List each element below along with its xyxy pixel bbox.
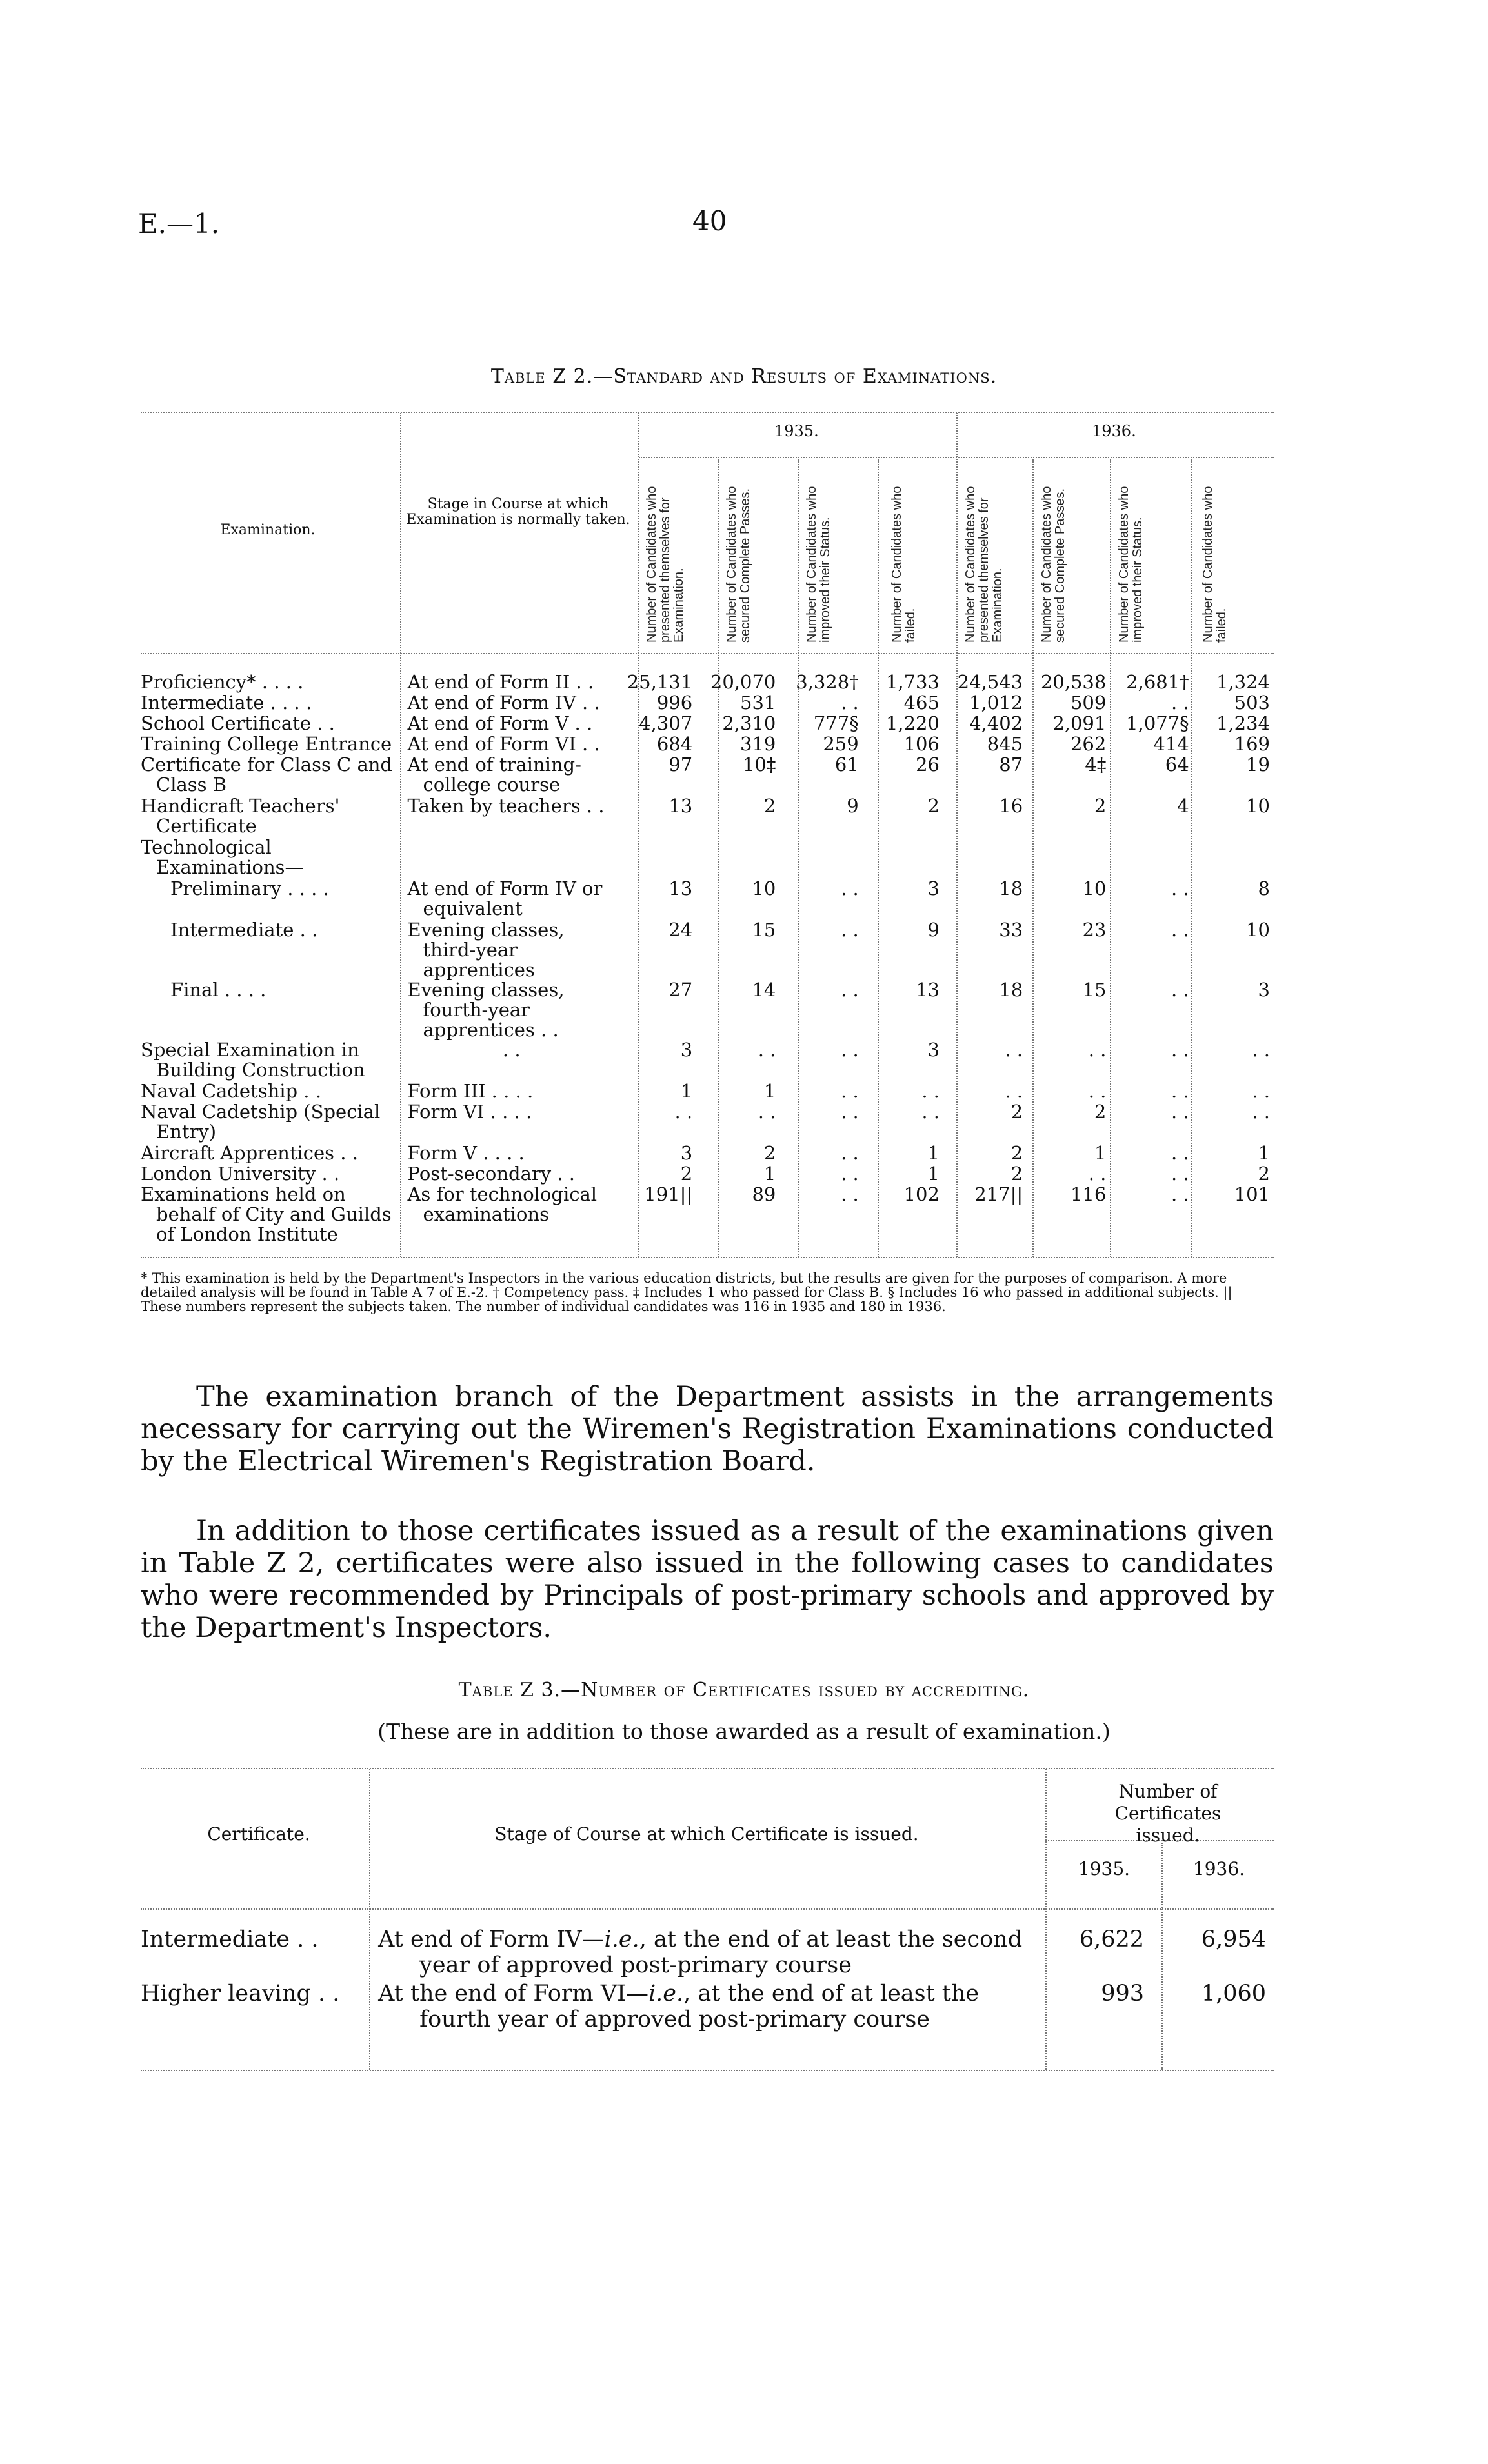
- table-row: [141, 693, 1276, 714]
- exam-stage: [399, 1185, 616, 1247]
- value-cell: [865, 837, 946, 879]
- value-cell: 684: [656, 733, 693, 755]
- value-cell: 2,310: [722, 712, 776, 734]
- value-cell: 2: [1010, 1163, 1023, 1185]
- value-cell: 259: [823, 733, 859, 755]
- value-cell: 13: [916, 979, 940, 1001]
- value-cell: 26: [916, 754, 940, 776]
- value-cell: 1,324: [1216, 671, 1270, 693]
- exam-name: [141, 1102, 399, 1143]
- value-cell: 13: [669, 877, 693, 899]
- value-cell: 1: [927, 1163, 940, 1185]
- exam-stage: . .: [502, 1039, 521, 1061]
- value-cell: . .: [1171, 1080, 1189, 1102]
- value-cell: . .: [1005, 1039, 1023, 1061]
- exam-name: [141, 1040, 399, 1081]
- exam-name-text: Examinations held on behalf of City and Guilds of London Institute: [141, 1183, 392, 1245]
- table-row: [141, 980, 1276, 1040]
- table-z2-title: [0, 365, 1488, 388]
- value-cell: . .: [1171, 692, 1189, 714]
- table-row: [141, 755, 1276, 796]
- table-row: [141, 1164, 1276, 1185]
- value-cell: 2: [1094, 1101, 1107, 1123]
- value-cell: . .: [841, 1142, 859, 1164]
- value-cell: 1: [763, 1163, 776, 1185]
- table-z2-col-1936-improved: Number of Candidates who improved their Status.: [1117, 486, 1145, 643]
- value-cell: 3: [927, 1039, 940, 1061]
- value-cell: . .: [921, 1080, 940, 1102]
- value-cell: 3: [680, 1142, 693, 1164]
- value-cell: 1,234: [1216, 712, 1270, 734]
- value-cell: 1,077§: [1126, 712, 1189, 734]
- value-1936: 6,954: [1201, 1927, 1266, 1952]
- table-row: [141, 1185, 1276, 1247]
- value-cell: 18: [999, 979, 1023, 1001]
- value-cell: 106: [903, 733, 940, 755]
- value-cell: 2: [1010, 1142, 1023, 1164]
- exam-stage: [399, 920, 616, 980]
- table-z2-title-prefix: Table Z 2.: [490, 365, 594, 388]
- exam-stage-text: As for technological examinations: [407, 1183, 598, 1225]
- value-cell: 996: [656, 692, 693, 714]
- value-cell: 4,307: [639, 712, 693, 734]
- table-z3-year-1936: 1936.: [1192, 1858, 1245, 1879]
- value-cell: [699, 837, 782, 879]
- exam-stage-text: Evening classes, fourth-year apprentices . .: [407, 979, 565, 1041]
- value-cell: . .: [1252, 1101, 1270, 1123]
- exam-stage: [399, 980, 616, 1040]
- value-cell: . .: [1171, 1101, 1189, 1123]
- value-1935: 993: [1101, 1981, 1145, 2007]
- table-z2-body: [141, 672, 1276, 1247]
- value-cell: 13: [669, 795, 693, 817]
- table-row: [141, 837, 1276, 879]
- table-z2-col-1935-improved: Number of Candidates who improved their Status.: [805, 486, 832, 643]
- paragraph-wiremen: The examination branch of the Department assists in the arrangements necessary for carrying out the Wiremen's Registration Examinations conducted by the Electrical Wiremen's Registration Board.: [141, 1381, 1274, 1477]
- value-cell: . .: [1171, 1039, 1189, 1061]
- exam-stage: [399, 879, 616, 920]
- value-cell: 10: [1246, 919, 1270, 941]
- exam-stage: Form III . . . .: [407, 1080, 534, 1102]
- value-cell: 2,681†: [1126, 671, 1189, 693]
- table-row: [141, 672, 1276, 693]
- exam-name: Intermediate . . . .: [141, 692, 312, 714]
- value-cell: 3: [927, 877, 940, 899]
- certificate-stage: [368, 1981, 1041, 2035]
- certificate-stage-text: [378, 1927, 1041, 1978]
- value-cell: 217||: [974, 1183, 1023, 1205]
- value-cell: 319: [740, 733, 776, 755]
- value-cell: . .: [1171, 919, 1189, 941]
- value-cell: 20,070: [710, 671, 776, 693]
- table-z2-col-1935-failed: Number of Candidates who failed.: [890, 486, 918, 643]
- value-1935: 6,622: [1079, 1927, 1145, 1952]
- value-cell: 8: [1258, 877, 1270, 899]
- value-cell: 4,402: [969, 712, 1023, 734]
- value-cell: 18: [999, 877, 1023, 899]
- certificate-stage-text: [378, 1981, 1041, 2032]
- exam-name: School Certificate . .: [141, 712, 335, 734]
- stage-suffix: , at the end of at least the second year of approved post-primary course: [419, 1927, 1023, 1978]
- value-cell: 777§: [813, 712, 859, 734]
- value-cell: 89: [752, 1183, 776, 1205]
- value-cell: . .: [841, 979, 859, 1001]
- exam-stage: [399, 755, 616, 796]
- table-row: [141, 920, 1276, 980]
- table-row: [141, 734, 1276, 755]
- value-cell: . .: [1088, 1039, 1107, 1061]
- table-z3-title-rest: —Number of Certificates issued by accrediting.: [561, 1679, 1030, 1701]
- value-cell: 3: [1258, 979, 1270, 1001]
- value-cell: . .: [758, 1039, 776, 1061]
- exam-name: [141, 837, 399, 879]
- value-cell: [616, 837, 699, 879]
- exam-name: Aircraft Apprentices . .: [141, 1142, 358, 1164]
- value-cell: 16: [999, 795, 1023, 817]
- exam-stage: Form V . . . .: [407, 1142, 525, 1164]
- value-cell: . .: [1171, 1183, 1189, 1205]
- table-z2-year-1935: 1935.: [774, 422, 819, 440]
- exam-name: London University . .: [141, 1163, 340, 1185]
- value-cell: 1: [1258, 1142, 1270, 1164]
- table-z2-col-1936-presented: Number of Candidates who presented themselves for Examination.: [963, 486, 1005, 643]
- table-z3-header-rule: [141, 1908, 1274, 1910]
- value-cell: 10‡: [742, 754, 776, 776]
- value-cell: 20,538: [1040, 671, 1107, 693]
- exam-name: [141, 796, 399, 837]
- value-cell: 531: [740, 692, 776, 714]
- value-cell: [782, 837, 865, 879]
- value-cell: . .: [674, 1101, 693, 1123]
- value-cell: 10: [752, 877, 776, 899]
- value-cell: 2: [927, 795, 940, 817]
- table-row: [141, 1081, 1276, 1102]
- value-cell: 19: [1246, 754, 1270, 776]
- table-z2-bottom-rule: [141, 1257, 1274, 1258]
- table-row: [141, 1102, 1276, 1143]
- value-cell: [1196, 837, 1276, 879]
- value-cell: . .: [841, 1101, 859, 1123]
- value-cell: . .: [758, 1101, 776, 1123]
- table-z2-col-1935-presented: Number of Candidates who presented themselves for Examination.: [645, 486, 686, 643]
- value-cell: 10: [1246, 795, 1270, 817]
- stage-prefix: At end of Form IV—: [378, 1927, 605, 1952]
- exam-name-text: Technological Examinations—: [141, 836, 304, 878]
- table-z2-col-1936-failed: Number of Candidates who failed.: [1201, 486, 1229, 643]
- table-z3-top-rule: [141, 1768, 1274, 1769]
- value-cell: 2: [1094, 795, 1107, 817]
- table-z3-col-number: Number of Certificates issued.: [1114, 1781, 1222, 1846]
- value-cell: 27: [669, 979, 693, 1001]
- value-cell: . .: [1252, 1039, 1270, 1061]
- value-cell: 3: [680, 1039, 693, 1061]
- stage-prefix: At the end of Form VI—: [378, 1981, 648, 2007]
- exam-name: [141, 755, 399, 796]
- value-cell: . .: [841, 1183, 859, 1205]
- exam-stage-text: At end of Form IV or equivalent: [407, 877, 603, 919]
- value-cell: . .: [1005, 1080, 1023, 1102]
- value-cell: 97: [669, 754, 693, 776]
- exam-stage: At end of Form V . .: [407, 712, 593, 734]
- value-cell: 9: [927, 919, 940, 941]
- value-cell: 61: [834, 754, 859, 776]
- value-cell: . .: [1171, 1163, 1189, 1185]
- value-cell: 1: [927, 1142, 940, 1164]
- table-row: [141, 1927, 1276, 1981]
- value-cell: 1,012: [969, 692, 1023, 714]
- exam-name: Proficiency* . . . .: [141, 671, 304, 693]
- page-number: 40: [692, 205, 727, 237]
- value-cell: 2: [1258, 1163, 1270, 1185]
- value-cell: 4: [1177, 795, 1189, 817]
- value-cell: . .: [841, 1080, 859, 1102]
- table-z2-footnotes: * This examination is held by the Department's Inspectors in the various education districts, but the results are given for the purposes of comparison. A more detailed analysis will be found in Table A 7 of E.-2. † Competency pass. ‡ Includes 1 who passed for Class B. § Includes 16 who passed in additional subjects. || These numbers represent the subjects taken. The number of individual candidates was 116 in 1935 and 180 in 1936.: [141, 1270, 1232, 1314]
- value-cell: . .: [1171, 979, 1189, 1001]
- value-cell: 87: [999, 754, 1023, 776]
- table-z2-col-stage: Stage in Course at which Examination is normally taken.: [406, 496, 630, 528]
- value-cell: 116: [1070, 1183, 1107, 1205]
- exam-stage: At end of Form II . .: [407, 671, 594, 693]
- value-cell: 1,220: [885, 712, 940, 734]
- value-cell: [1112, 837, 1195, 879]
- exam-name: Naval Cadetship . .: [141, 1080, 321, 1102]
- value-cell: 262: [1070, 733, 1107, 755]
- exam-stage: Post-secondary . .: [407, 1163, 576, 1185]
- value-cell: . .: [1252, 1080, 1270, 1102]
- value-cell: 2: [680, 1163, 693, 1185]
- value-cell: 15: [752, 919, 776, 941]
- exam-stage: [399, 837, 616, 879]
- exam-stage: At end of Form VI . .: [407, 733, 600, 755]
- table-z2-col-examination: Examination.: [220, 522, 316, 538]
- table-row: [141, 1040, 1276, 1081]
- table-row: [141, 879, 1276, 920]
- value-cell: 2,091: [1052, 712, 1107, 734]
- table-z2-col-1936-passes: Number of Candidates who secured Complete Passes.: [1040, 486, 1067, 643]
- value-cell: 169: [1234, 733, 1270, 755]
- table-z2-top-rule: [141, 412, 1274, 413]
- exam-name: Preliminary . . . .: [170, 877, 329, 899]
- value-cell: 24: [669, 919, 693, 941]
- value-cell: [946, 837, 1029, 879]
- value-cell: 465: [903, 692, 940, 714]
- value-cell: 1,733: [885, 671, 940, 693]
- table-z3-body: [141, 1927, 1276, 2035]
- certificate-name: Higher leaving . .: [141, 1981, 340, 2007]
- exam-name-text: Handicraft Teachers' Certificate: [141, 795, 340, 837]
- table-z3-title: [0, 1679, 1488, 1701]
- exam-stage: At end of Form IV . .: [407, 692, 600, 714]
- value-cell: 9: [847, 795, 859, 817]
- value-cell: . .: [841, 877, 859, 899]
- value-cell: 414: [1153, 733, 1189, 755]
- value-cell: 24,543: [957, 671, 1023, 693]
- value-cell: . .: [921, 1101, 940, 1123]
- value-cell: 509: [1070, 692, 1107, 714]
- table-z3-bottom-rule: [141, 2070, 1274, 2071]
- table-z3-year-1935: 1935.: [1078, 1858, 1131, 1879]
- exam-name: Training College Entrance: [141, 733, 392, 755]
- table-z3-title-prefix: Table Z 3.: [458, 1679, 561, 1701]
- table-z2-col-1935-passes: Number of Candidates who secured Complete Passes.: [725, 486, 752, 643]
- value-cell: 1: [1094, 1142, 1107, 1164]
- value-cell: 33: [999, 919, 1023, 941]
- value-cell: 25,131: [627, 671, 693, 693]
- value-cell: . .: [841, 1039, 859, 1061]
- value-cell: 10: [1082, 877, 1107, 899]
- exam-name: [141, 1185, 399, 1247]
- table-z3-subtitle: (These are in addition to those awarded as a result of examination.): [377, 1719, 1111, 1744]
- stage-ie: i.e.: [648, 1981, 684, 2007]
- value-cell: 1: [680, 1080, 693, 1102]
- value-1936: 1,060: [1201, 1981, 1266, 2007]
- value-cell: 14: [752, 979, 776, 1001]
- table-z3-col-stage: Stage of Course at which Certificate is issued.: [494, 1823, 919, 1845]
- value-cell: 1: [763, 1080, 776, 1102]
- table-row: [141, 796, 1276, 837]
- exam-name-text: Certificate for Class C and Class B: [141, 754, 392, 796]
- exam-stage-text: Evening classes, third-year apprentices: [407, 919, 565, 981]
- stage-ie: i.e.: [604, 1927, 639, 1952]
- value-cell: . .: [841, 919, 859, 941]
- value-cell: . .: [1171, 877, 1189, 899]
- exam-name-text: Special Examination in Building Construction: [141, 1039, 365, 1081]
- paragraph-accrediting: In addition to those certificates issued as a result of the examinations given in Table Z 2, certificates were also issued in the following cases to candidates who were recommended by Principals of post-primary schools and approved by the Department's Inspectors.: [141, 1515, 1274, 1644]
- exam-stage: Taken by teachers . .: [407, 795, 605, 817]
- table-row: [141, 1143, 1276, 1164]
- value-cell: 191||: [644, 1183, 693, 1205]
- value-cell: . .: [841, 692, 859, 714]
- document-series-code: E.—1.: [138, 208, 220, 239]
- table-z2-header-rule: [141, 653, 1274, 654]
- value-cell: 23: [1082, 919, 1107, 941]
- table-z2-title-rest: —Standard and Results of Examinations.: [593, 365, 998, 388]
- table-row: [141, 1981, 1276, 2035]
- value-cell: [1029, 837, 1112, 879]
- value-cell: 503: [1234, 692, 1270, 714]
- exam-stage: Form VI . . . .: [407, 1101, 532, 1123]
- value-cell: 2: [763, 1142, 776, 1164]
- value-cell: 15: [1082, 979, 1107, 1001]
- exam-stage-text: At end of training-college course: [407, 754, 581, 796]
- value-cell: 2: [763, 795, 776, 817]
- value-cell: 3,328†: [796, 671, 859, 693]
- exam-name-text: Naval Cadetship (Special Entry): [141, 1101, 381, 1143]
- table-z3-col-certificate: Certificate.: [207, 1823, 310, 1845]
- stage-suffix: , at the end of at least the fourth year of approved post-primary course: [419, 1981, 980, 2032]
- value-cell: 102: [903, 1183, 940, 1205]
- value-cell: 64: [1165, 754, 1189, 776]
- table-z2-year-1936: 1936.: [1092, 422, 1136, 440]
- value-cell: 4‡: [1085, 754, 1107, 776]
- value-cell: . .: [1088, 1080, 1107, 1102]
- value-cell: . .: [841, 1163, 859, 1185]
- value-cell: . .: [1171, 1142, 1189, 1164]
- certificate-stage: [368, 1927, 1041, 1981]
- exam-name: Final . . . .: [170, 979, 266, 1001]
- value-cell: 2: [1010, 1101, 1023, 1123]
- exam-name: Intermediate . .: [170, 919, 318, 941]
- table-row: [141, 714, 1276, 734]
- value-cell: 845: [987, 733, 1023, 755]
- certificate-name: Intermediate . .: [141, 1927, 319, 1952]
- value-cell: . .: [1088, 1163, 1107, 1185]
- value-cell: 101: [1234, 1183, 1270, 1205]
